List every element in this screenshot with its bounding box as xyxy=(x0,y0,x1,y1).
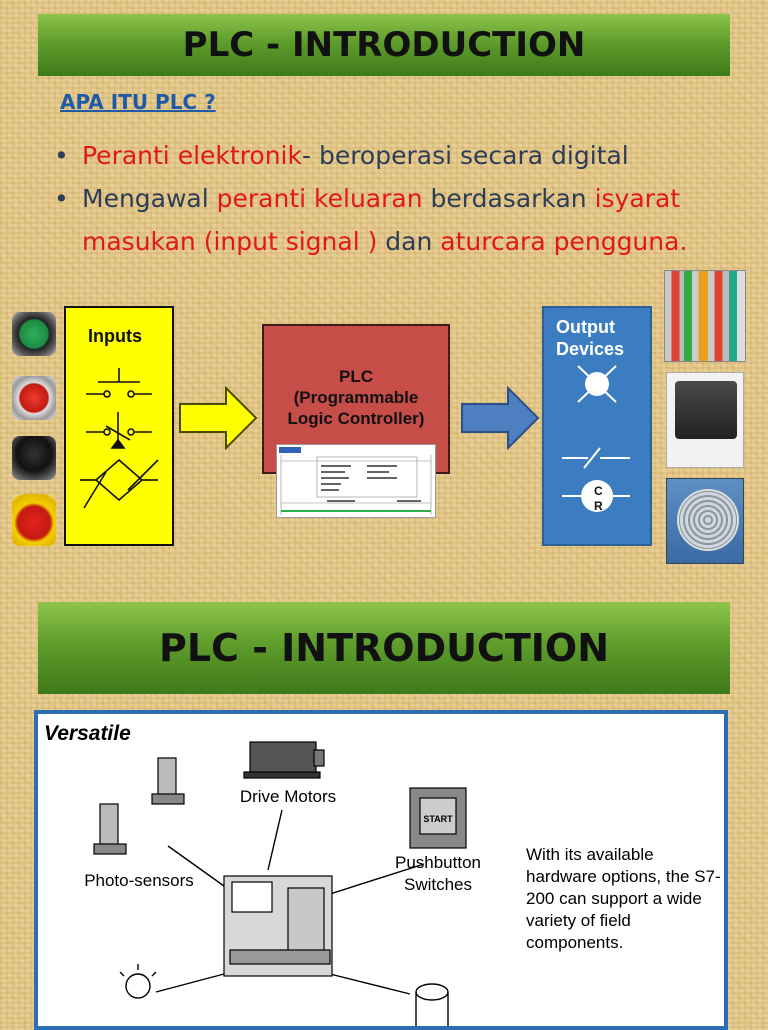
bullet-2 xyxy=(50,177,710,263)
slide-2-title: PLC - INTRODUCTION xyxy=(38,602,730,694)
drive-motors-label: Drive Motors xyxy=(239,787,337,806)
bullet-2-highlight-b: isyarat masukan (input signal ) xyxy=(82,184,681,256)
bullet-2-text-a: Mengawal xyxy=(82,184,217,213)
coil-label-r: R xyxy=(594,499,603,513)
bullet-dot: • xyxy=(54,184,69,213)
plc-label-line-1: PLC xyxy=(339,367,373,386)
plc-label-line-3: Logic Controller) xyxy=(287,409,425,428)
inputs-label: Inputs xyxy=(88,326,142,346)
bullet-1-text: - beroperasi secara digital xyxy=(301,141,629,170)
plc-label-line-2: (Programmable xyxy=(293,388,419,407)
output-label-line-2: Devices xyxy=(556,339,625,359)
input-symbols-icon xyxy=(66,308,172,544)
bullet-1 xyxy=(50,134,710,177)
fan-grille xyxy=(677,489,739,551)
coil-label xyxy=(594,484,603,514)
bullet-2-highlight-c: aturcara pengguna. xyxy=(440,227,688,256)
slide-1-title: PLC - INTRODUCTION xyxy=(38,14,730,76)
slide-2 xyxy=(0,598,768,1024)
fan-image xyxy=(666,478,744,564)
bullet-2-text-c: dan xyxy=(377,227,441,256)
pushbutton-switches-label xyxy=(388,852,488,896)
output-devices-box xyxy=(542,306,652,546)
output-label-line-1: Output xyxy=(556,317,615,337)
contactor-body xyxy=(675,381,737,439)
emergency-stop-image xyxy=(12,494,56,546)
bullet-1-highlight: Peranti elektronik xyxy=(82,141,302,170)
input-arrow-icon xyxy=(178,386,258,450)
green-pushbutton-image xyxy=(12,312,56,356)
ladder-diagram-icon xyxy=(277,445,435,517)
stack-lights-image xyxy=(664,270,746,362)
panel-heading: Versatile xyxy=(44,722,131,745)
bullet-list xyxy=(50,134,710,263)
versatile-panel xyxy=(34,710,728,1030)
start-label: START xyxy=(423,814,453,824)
subheading: APA ITU PLC ? xyxy=(60,90,216,114)
inputs-box xyxy=(64,306,174,546)
pushbutton-label-line-2: Switches xyxy=(403,875,473,894)
bullet-dot: • xyxy=(54,141,69,170)
coil-label-c: C xyxy=(594,484,603,498)
ladder-logic-image xyxy=(276,444,436,518)
pushbutton-label-line-1: Pushbutton xyxy=(394,853,481,872)
plc-label xyxy=(264,366,448,429)
panel-description: With its available hardware options, the S7-200 can support a wide variety of field components. xyxy=(526,845,721,952)
output-arrow-icon xyxy=(460,386,540,450)
photo-sensors-label: Photo-sensors xyxy=(84,871,194,890)
selector-switch-image xyxy=(12,436,56,480)
red-pushbutton-image xyxy=(12,376,56,420)
contactor-image xyxy=(666,372,744,468)
bullet-2-highlight-a: peranti keluaran xyxy=(216,184,423,213)
bullet-2-text-b: berdasarkan xyxy=(422,184,595,213)
